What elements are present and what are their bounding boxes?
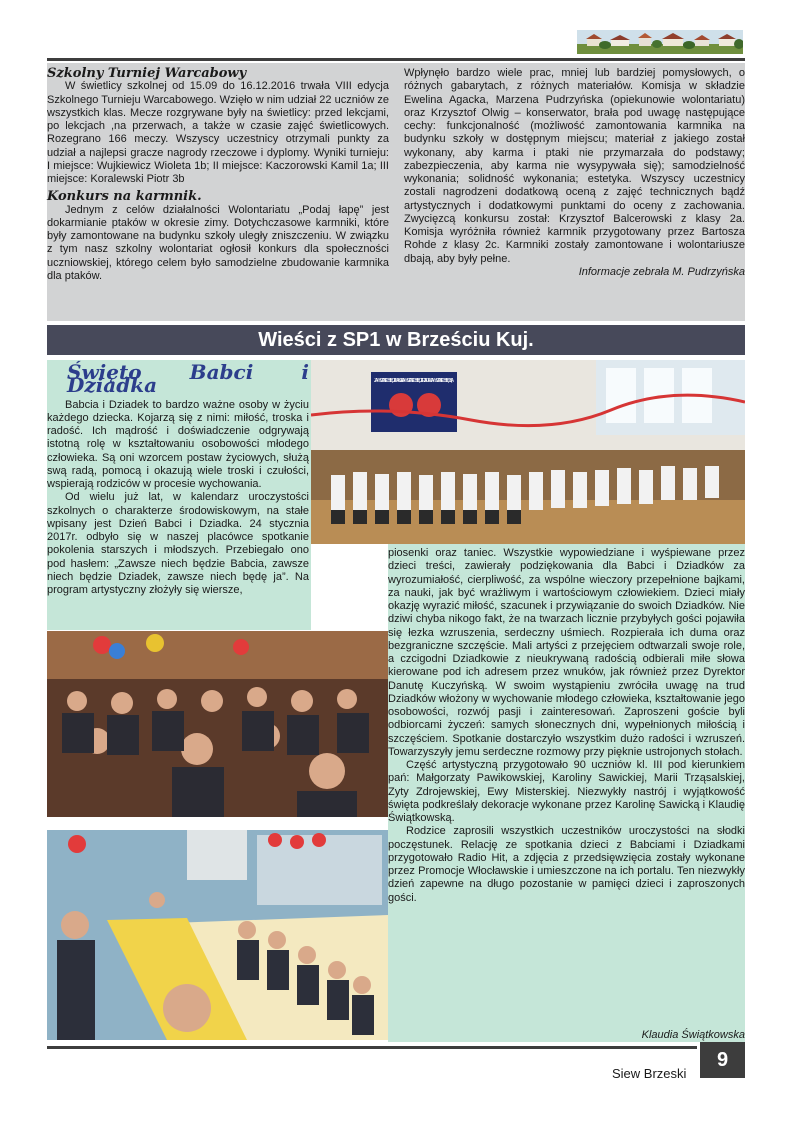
right-top-column [404, 67, 745, 279]
article-paragraph-3: piosenki oraz taniec. Wszystkie wypowiedziane i wyśpiewane przez dzieci treści, zawierały podziękowania dla Babci i Dziadków za wyrozumiałość, cierpliwość, za wspólne wieczory przepełnione bajkami, za nauki, jak być wrażliwym i wartościowym człowiekiem. Dzieci miały okazję wyrazić miłość, szacunek i przywiązanie do swoich Dziadków. Nie dziwi chyba nikogo fakt, że na twarzach licznie przybyłych gości pojawiła się łezka wzruszenia, serdeczny uśmiech. Rozpierała ich duma oraz bezgraniczne szczęście. Mali artyści z przejęciem odtwarzali swoje role, a czcigodni Dziadkowie z nieukrywaną radością odbierali miłe słowa kierowane pod ich adresem przez wnuków, jak również przez Dyrektor Danutę Kuczyńską. W swoim wystąpieniu zwróciła uwagę na trud Dziadków włożony w wychowanie młodego człowieka, kształtowanie jego osobowości, rozwój pasji i zainteresowań. Zaproszeni goście byli odbiorcami życzeń: samych słonecznych dni, wypełnionych miłością i szczęściem. Spotkanie dostarczyło wszystkim dużo radości i wzruszeń. Towarzyszyły jemu serdeczne rozmowy przy pięknie ustrojonych stołach. [388, 547, 745, 758]
article-paragraph-2: Od wielu już lat, w kalendarz uroczystości szkolnych o charakterze środowiskowym, na stałe wpisany jest Dzień Babci i Dziadka. 24 stycznia 2017r. odbyło się w naszej placówce spotkanie pokolenia starszych i młodszych. Przebiegało ono pod hasłem: „Zawsze niech będzie Babcia, zawsze niech będzie Dziadek, zawsze niech będę ja”. Na program artystyczny złożyły się wiersze, [47, 491, 309, 596]
photo-children-performance [311, 360, 745, 544]
feeder-contest-body: Jednym z celów działalności Wolontariatu „Podaj łapę” jest dokarmianie ptaków w okresie zimy. Dotychczasowe karmniki, które były zamontowane na budynku szkoły uległy zniszczeniu. W związku z tym nasz szkolny wolontariat ogłosił konkurs dla społeczności uczniowskiej, którego celem było samodzielne zbudowanie karmnika dla ptaków. [47, 203, 389, 282]
photo-reception-tables [47, 830, 388, 1040]
village-header-image [577, 30, 743, 54]
article-paragraph-4: Część artystyczną przygotowało 90 uczniów kl. III pod kierunkiem pań: Małgorzaty Pawikowskiej, Karoliny Sawickiej, Marii Trząsalskiej, Zyty Zdrojewskiej, Ewy Misterskiej. Niezwykły nastrój i wyjątkowość święta podkreślały dekoracje wykonane przez Karolinę Sawicką i Klaudię Świątkowską. [388, 759, 745, 824]
feeder-contest-credit: Informacje zebrała M. Pudrzyńska [578, 265, 745, 278]
article-right-column [388, 547, 745, 905]
photo-grandparents-audience [47, 631, 388, 817]
left-top-column [47, 67, 389, 283]
article-left-column [47, 360, 309, 597]
bottom-rule [47, 1046, 697, 1049]
article-paragraph-1: Babcia i Dziadek to bardzo ważne osoby w życiu każdego dziecka. Kojarzą się z nimi: miłość, troska i radość. Ich mądrość i doświadczenie odgrywają istotną rolę w kształtowaniu osobowości młodego człowieka. Są oni wzorcem postaw życiowych, służą swą radą, pomocą i okazują wiele troski i czułości, wspierają rodziców w procesie wychowania. [47, 398, 309, 490]
article-paragraph-5: Rodzice zaprosili wszystkich uczestników uroczystości na słodki poczęstunek. Relację ze spotkania dzieci z Babciami i Dziadkami przygotowało Radio Hit, a zdjęcia z przedsięwzięcia zostały wykonane przez Promocje Włocławskie i umieszczone na ich portalu. Ten niezwykły dzień zapewne na długo pozostanie w pamięci dzieci i zaproszonych gości. [388, 825, 745, 904]
section-banner: Wieści z SP1 w Brześciu Kuj. [47, 325, 745, 355]
article-credit: Klaudia Świątkowska [641, 1029, 745, 1041]
publication-name: Siew Brzeski [612, 1066, 687, 1081]
top-rule [47, 58, 745, 61]
checkers-tournament-body: W świetlicy szkolnej od 15.09 do 16.12.2016 trwała VIII edycja Szkolnego Turnieju Warcabowego. Wzięło w nim udział 22 uczniów ze wszystkich klas. Mecze rozgrywane były na świetlicy: przed lekcjami, po lekcjach ,na przerwach, a także w czasie zajęć świetlicowych. Rozegrano 166 meczy. Wszyscy uczestnicy otrzymali punkty za udział a najlepsi gracze nagrody rzeczowe i dyplomy. Wyniki turnieju: I miejsce: Wujkiewicz Wioleta 1b; II miejsce: Kaczorowski Kamil 1a; III miejsce: Koralewski Piotr 3b [47, 80, 389, 185]
page-number: 9 [700, 1042, 745, 1078]
checkers-tournament-title: Szkolny Turniej Warcabowy [47, 66, 247, 81]
article-title: Święto Babci i Dziadka [67, 360, 309, 398]
feeder-contest-title: Konkurs na karmnik. [47, 189, 202, 205]
feeder-contest-continuation: Wpłynęło bardzo wiele prac, mniej lub bardziej pomysłowych, o różnych gabarytach, z różnych materiałów. Komisja w składzie Ewelina Agacka, Marzena Pudrzyńska (opiekunowie wolontariatu) oraz Krzysztof Olwig – konserwator, brała pod uwagę następujące cechy: funkcjonalność (możliwość zamontowania karmnika na budynku szkoły w dostępnym miejscu; materiał z jakiego został wykonany, aby karma i ptaki nie przymarzała do podstawy; zabezpieczenia, aby karma nie wysypywała się); samodzielność wykonania; solidność wykonania; estetyka. Wszyscy uczestnicy zostali nagrodzeni dodatkową oceną z zajęć technicznych bądź artystycznych i dodatkowymi punktami do oceny z zachowania. Zwycięzcą konkursu został: Krzysztof Balcerowski z klasy 2a. Komisja wyróżniła również karmnik przygotowany przez Bartosza Rohde z klasy 2c. Karmniki zostały zamontowane i wolontariusze dbają, aby były pełne. [404, 67, 745, 265]
stage-sign-text: ZAWSZE NIECH BĘDZIE BABCIA ZAWSZE NIECH BĘDZIE DZIADEK ZAWSZE NIECH BĘDĘ JA [373, 378, 454, 384]
